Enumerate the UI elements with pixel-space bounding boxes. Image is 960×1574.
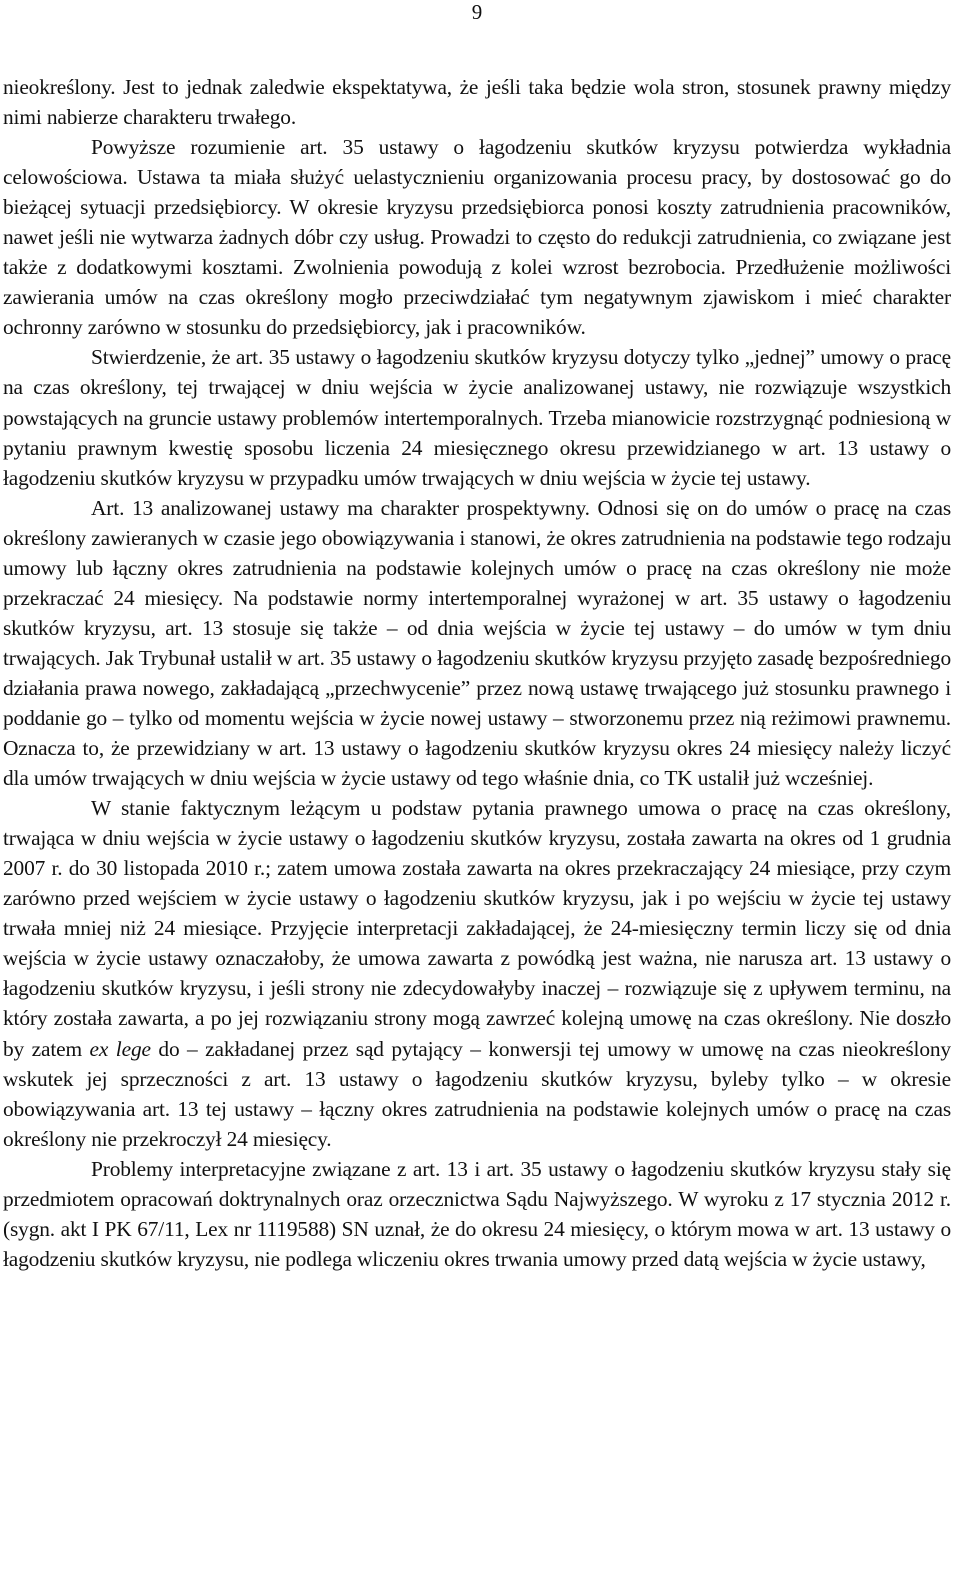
paragraph-2: Powyższe rozumienie art. 35 ustawy o łagodzeniu skutków kryzysu potwierdza wykładnia celowościowa. Ustawa ta miała służyć uelastycznieniu organizowania procesu pracy, by dostosować go do bieżącej sytuacji przedsiębiorcy. W okresie kryzysu przedsiębiorca ponosi koszty zatrudnienia pracowników, nawet jeśli nie wytwarza żadnych dóbr czy usług. Prowadzi to często do redukcji zatrudnienia, co związane jest także z dodatkowymi kosztami. Zwolnienia powodują z kolei wzrost bezrobocia. Przedłużenie możliwości zawierania umów na czas określony mogło przeciwdziałać tym negatywnym zjawiskom i mieć charakter ochronny zarówno w stosunku do przedsiębiorcy, jak i pracowników. xyxy=(3,135,951,340)
latin-phrase: ex lege xyxy=(89,1036,151,1061)
paragraph-6: Problemy interpretacyjne związane z art. 13 i art. 35 ustawy o łagodzeniu skutków kryzysu stały się przedmiotem opracowań doktrynalnych oraz orzecznictwa Sądu Najwyższego. W wyroku z 17 stycznia 2012 r. (sygn. akt I PK 67/11, Lex nr 1119588) SN uznał, że do okresu 24 miesięcy, o którym mowa w art. 13 ustawy o łagodzeniu skutków kryzysu, nie podlega wliczeniu okres trwania umowy przed datą wejścia w życie ustawy, xyxy=(3,1156,951,1271)
paragraph-5-part-1: W stanie faktycznym leżącym u podstaw pytania prawnego umowa o pracę na czas określony, trwająca w dniu wejścia w życie ustawy o łagodzeniu skutków kryzysu, została zawarta na okres od 1 grudnia 2007 r. do 30 listopada 2010 r.; zatem umowa została zawarta na okres przekraczający 24 miesiące, przy czym zarówno przed wejściem w życie ustawy o łagodzeniu skutków kryzysu, jak i po wejściu w życie tej ustawy trwała mniej niż 24 miesiące. Przyjęcie interpretacji zakładającej, że 24-miesięczny termin liczy się od dnia wejścia w życie ustawy oznaczałoby, że umowa zawarta z powódką jest ważna, nie narusza art. 13 ustawy o łagodzeniu skutków kryzysu, i jeśli strony nie zdecydowałyby inaczej – rozwiązuje się z upływem terminu, na który została zawarta, a po jej rozwiązaniu strony mogą zawrzeć kolejną umowę na czas określony. Nie doszło by zatem xyxy=(3,796,951,1061)
document-body xyxy=(3,72,951,1274)
paragraph-5-part-2: do – zakładanej przez sąd pytający – konwersji tej umowy w umowę na czas nieokreślony wskutek jej sprzeczności z art. 13 ustawy o łagodzeniu skutków kryzysu, byleby tylko – w okresie obowiązywania art. 13 tej ustawy – łączny okres zatrudnienia na podstawie kolejnych umów o pracę na czas określony nie przekroczył 24 miesięcy. xyxy=(3,1036,951,1151)
paragraph-1: nieokreślony. Jest to jednak zaledwie ekspektatywa, że jeśli taka będzie wola stron, stosunek prawny między nimi nabierze charakteru trwałego. xyxy=(3,75,951,130)
paragraph-4: Art. 13 analizowanej ustawy ma charakter prospektywny. Odnosi się on do umów o pracę na czas określony zawieranych w czasie jego obowiązywania i stanowi, że okres zatrudnienia na podstawie tego rodzaju umowy lub łączny okres zatrudnienia na podstawie kolejnych umów o pracę na czas określony nie może przekraczać 24 miesięcy. Na podstawie normy intertemporalnej wyrażonej w art. 35 ustawy o łagodzeniu skutków kryzysu, art. 13 stosuje się także – od dnia wejścia w życie tej ustawy – do umów w tym dniu trwających. Jak Trybunał ustalił w art. 35 ustawy o łagodzeniu skutków kryzysu przyjęto zasadę bezpośredniego działania prawa nowego, zakładającą „przechwycenie” przez nową ustawę trwającego już stosunku prawnego i poddanie go – tylko od momentu wejścia w życie nowej ustawy – stworzonemu przez nią reżimowi prawnemu. Oznacza to, że przewidziany w art. 13 ustawy o łagodzeniu skutków kryzysu okres 24 miesięcy należy liczyć dla umów trwających w dniu wejścia w życie ustawy od tego właśnie dnia, co TK ustalił już wcześniej. xyxy=(3,495,951,791)
page-number: 9 xyxy=(471,0,483,24)
paragraph-5 xyxy=(3,793,951,1154)
paragraph-3: Stwierdzenie, że art. 35 ustawy o łagodzeniu skutków kryzysu dotyczy tylko „jednej” umowy o pracę na czas określony, tej trwającej w dniu wejścia w życie analizowanej ustawy, nie rozwiązuje wszystkich powstających na gruncie ustawy problemów intertemporalnych. Trzeba mianowicie rozstrzygnąć podniesioną w pytaniu prawnym kwestię sposobu liczenia 24 miesięcznego okresu przewidzianego w art. 13 ustawy o łagodzeniu skutków kryzysu w przypadku umów trwających w dniu wejścia w życie tej ustawy. xyxy=(3,345,951,490)
